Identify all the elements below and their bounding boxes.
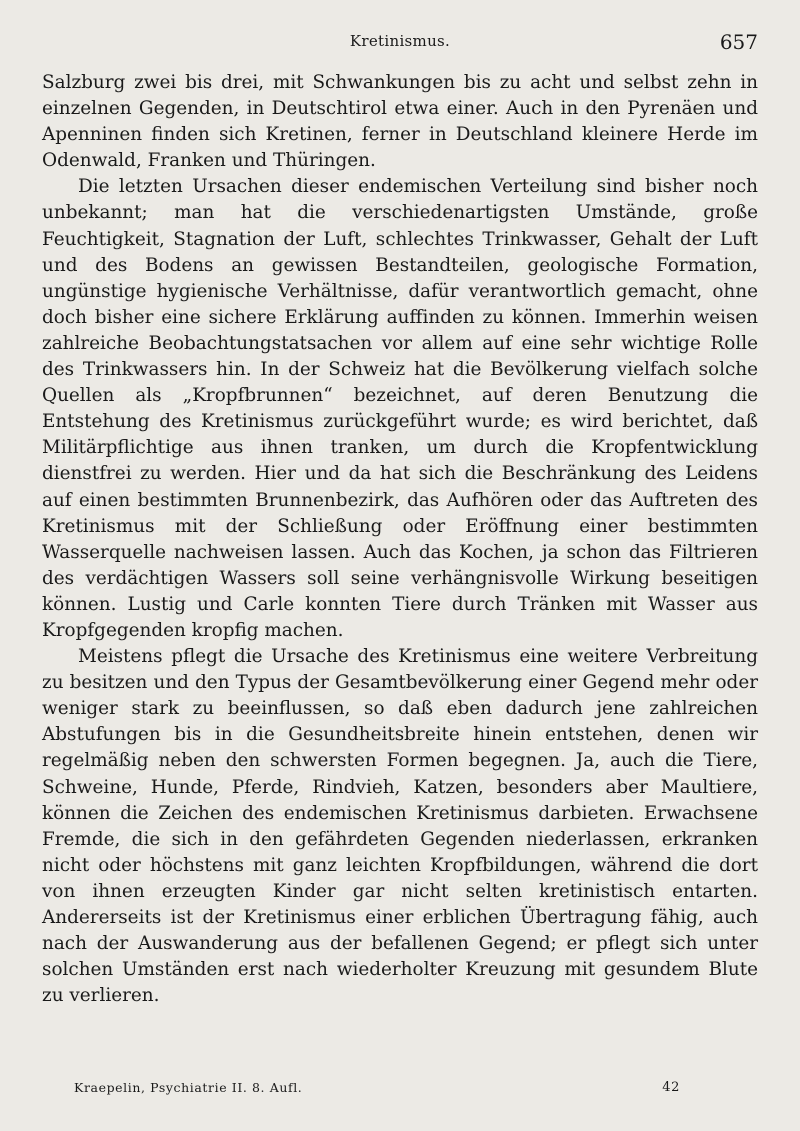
printer-signature: Kraepelin, Psychiatrie II. 8. Aufl. — [74, 1080, 303, 1095]
sheet-number: 42 — [662, 1080, 680, 1095]
paragraph: Die letzten Ursachen dieser endemischen Verteilung sind bisher noch unbekannt; man hat die verschiedenartigsten Umstände, große Feuchtigkeit, Stagnation der Luft, schlechtes Trinkwasser, Gehalt der Luft und des Bodens an gewissen Bestandteilen, geologische Formation, ungünstige hygienische Verhältnisse, dafür verantwortlich gemacht, ohne doch bisher eine sichere Erklärung auffinden zu können. Immerhin weisen zahlreiche Beobachtungstatsachen vor allem auf eine sehr wichtige Rolle des Trinkwassers hin. In der Schweiz hat die Bevölkerung vielfach solche Quellen als „Kropfbrunnen“ bezeichnet, auf deren Benutzung die Entstehung des Kretinismus zurückgeführt wurde; es wird berichtet, daß Militärpflichtige aus ihnen tranken, um durch die Kropfentwicklung dienstfrei zu werden. Hier und da hat sich die Beschränkung des Leidens auf einen bestimmten Brunnenbezirk, das Aufhören oder das Auftreten des Kretinismus mit der Schließung oder Eröffnung einer bestimmten Wasserquelle nachweisen lassen. Auch das Kochen, ja schon das Filtrieren des verdächtigen Wassers soll seine verhängnisvolle Wirkung beseitigen können. Lustig und Carle konnten Tiere durch Tränken mit Wasser aus Kropfgegenden kropfig machen. — [42, 176, 758, 641]
running-title: Kretinismus. — [349, 32, 451, 50]
page-number: 657 — [719, 30, 758, 54]
paragraph: Meistens pflegt die Ursache des Kretinismus eine weitere Verbreitung zu besitzen und den Typus der Gesamtbevölkerung einer Gegend mehr oder weniger stark zu beeinflussen, so daß eben dadurch jene zahlreichen Abstufungen bis in die Gesundheitsbreite hinein entstehen, denen wir regelmäßig neben den schwersten Formen begegnen. Ja, auch die Tiere, Schweine, Hunde, Pferde, Rindvieh, Katzen, besonders aber Maultiere, können die Zeichen des endemischen Kretinismus darbieten. Erwachsene Fremde, die sich in den gefährdeten Gegenden niederlassen, erkranken nicht oder höchstens mit ganz leichten Kropfbildungen, während die dort von ihnen erzeugten Kinder gar nicht selten kretinistisch entarten. Andererseits ist der Kretinismus einer erblichen Übertragung fähig, auch nach der Auswanderung aus der befallenen Gegend; er pflegt sich unter solchen Umständen erst nach wiederholter Kreuzung mit gesundem Blute zu verlieren. — [42, 646, 758, 1007]
body-text — [42, 70, 758, 1009]
page-header — [42, 28, 758, 58]
paragraph: Salzburg zwei bis drei, mit Schwankungen bis zu acht und selbst zehn in einzelnen Gegenden, in Deutschtirol etwa einer. Auch in den Pyrenäen und Apenninen finden sich Kretinen, ferner in Deutschland kleinere Herde im Odenwald, Franken und Thüringen. — [42, 72, 758, 172]
page-footer — [74, 1080, 680, 1095]
